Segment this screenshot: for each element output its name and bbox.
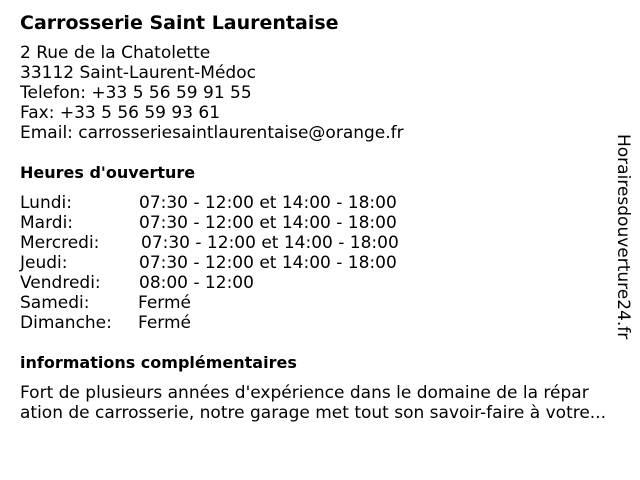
day-label: Mercredi: [20, 233, 100, 253]
site-watermark [612, 134, 634, 344]
time-value: 07:30 - 12:00 et 14:00 - 18:00 [139, 193, 397, 213]
hours-heading: Heures d'ouverture [20, 163, 196, 182]
contact-block [20, 43, 404, 143]
description-line: ation de carrosserie, notre garage met tout son savoir-faire à votre... [20, 403, 607, 423]
city-postcode: 33112 Saint-Laurent-Médoc [20, 63, 256, 83]
phone-number: Telefon: +33 5 56 59 91 55 [20, 83, 252, 103]
day-label: Jeudi: [20, 253, 68, 273]
email-address: Email: carrosseriesaintlaurentaise@orange.fr [20, 123, 404, 143]
time-value: 07:30 - 12:00 et 14:00 - 18:00 [141, 233, 399, 253]
day-label: Samedi: [20, 293, 90, 313]
time-value: Fermé [138, 313, 192, 333]
day-label: Vendredi: [20, 273, 101, 293]
time-value: 08:00 - 12:00 [139, 273, 254, 293]
day-label: Mardi: [20, 213, 74, 233]
description-line: Fort de plusieurs années d'expérience dans le domaine de la répar [20, 383, 589, 403]
fax-number: Fax: +33 5 56 59 93 61 [20, 103, 221, 123]
business-name: Carrosserie Saint Laurentaise [20, 12, 339, 34]
time-value: Fermé [138, 293, 192, 313]
watermark-text: Horairesdouverture24.fr [613, 134, 633, 340]
day-label: Lundi: [20, 193, 72, 213]
day-label: Dimanche: [20, 313, 112, 333]
time-value: 07:30 - 12:00 et 14:00 - 18:00 [139, 253, 397, 273]
description [20, 383, 606, 423]
street-address: 2 Rue de la Chatolette [20, 43, 211, 63]
info-heading: informations complémentaires [20, 353, 297, 372]
time-value: 07:30 - 12:00 et 14:00 - 18:00 [139, 213, 397, 233]
